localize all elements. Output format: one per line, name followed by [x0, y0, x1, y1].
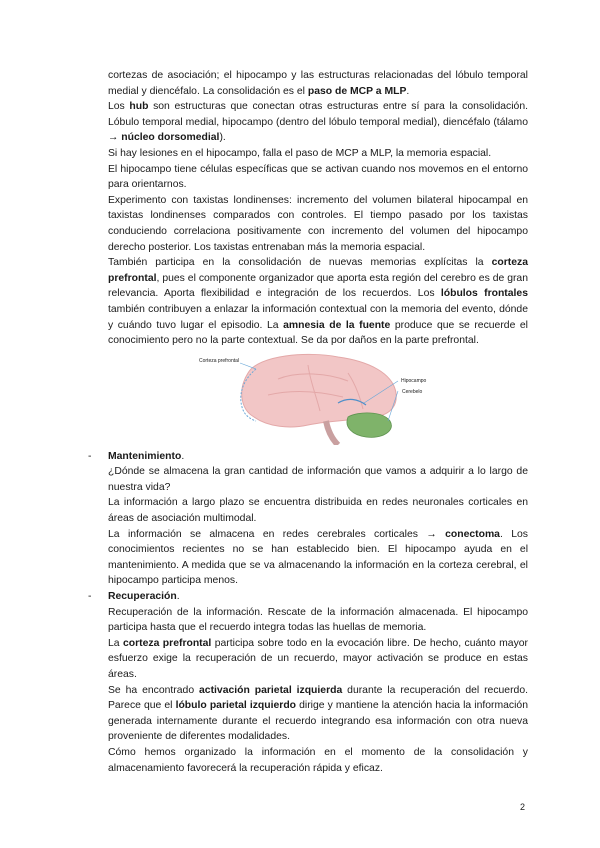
bold-term: lóbulo parietal izquierdo	[175, 700, 297, 712]
cerebellum-shape	[347, 413, 391, 437]
paragraph-mant-3: La información se almacena en redes cerebrales corticales → conectoma. Los conocimientos recientes no se han establecido bien. El hipocampo ayuda en el mantenimiento. A medida que se va almacenando la información en la corteza cerebral, el hipocampo participa menos.	[108, 528, 528, 587]
list-dash: -	[88, 591, 92, 603]
page-number: 2	[520, 802, 526, 812]
document-body	[88, 68, 529, 776]
bold-term: conectoma	[445, 528, 500, 540]
label-prefrontal: Corteza prefrontal	[199, 357, 240, 364]
brainstem-shape	[326, 421, 338, 445]
brain-illustration	[198, 351, 428, 445]
paragraph-mant-2: La información a largo plazo se encuentra distribuida en redes neuronales corticales en áreas de asociación multimodal.	[108, 497, 528, 525]
list-dash: -	[88, 450, 92, 462]
paragraph-rec-2: La corteza prefrontal participa sobre todo en la evocación libre. De hecho, cuánto mayor esfuerzo exige la recuperación de un recuerdo, mayor activación se produce en estas áreas.	[108, 637, 529, 680]
bold-term: hub	[129, 101, 149, 113]
paragraph-mant-1: ¿Dónde se almacena la gran cantidad de información que vamos a adquirir a lo largo de nuestra vida?	[108, 466, 528, 493]
section-recuperacion	[88, 589, 529, 776]
label-hipocampo: Hipocampo	[401, 377, 427, 384]
paragraph-hub: Los hub son estructuras que conectan otras estructuras entre sí para la consolidación. Lóbulo temporal medial, hipocampo (dentro del lóbulo temporal medial), diencéfalo (tálamo → núcleo dorsomedial).	[108, 101, 529, 144]
prefrontal-pointer	[240, 363, 256, 369]
bold-term: amnesia de la fuente	[283, 319, 391, 331]
paragraph-taxistas: Experimento con taxistas londinenses: incremento del volumen bilateral hipocampal en taxistas londinenses comparados con controles. El tiempo pasado por los taxistas conduciendo correlaciona positivamente con incremento del volumen del hipocampo derecho posterior. Los taxistas entrenaban más la memoria espacial.	[108, 194, 528, 253]
bold-term: activación parietal izquierda	[199, 684, 343, 696]
paragraph-rec-4: Cómo hemos organizado la información en el momento de la consolidación y almacenamiento favorecerá la recuperación rápida y eficaz.	[108, 746, 528, 774]
paragraph-consolidation: cortezas de asociación; el hipocampo y las estructuras relacionadas del lóbulo temporal medial y diencéfalo. La consolidación es el paso de MCP a MLP.	[108, 70, 528, 97]
bold-term: núcleo dorsomedial	[121, 132, 220, 144]
paragraph-rec-3: Se ha encontrado activación parietal izquierda durante la recuperación del recuerdo. Parece que el lóbulo parietal izquierdo dirige y mantiene la atención hacia la información generada internamente durante el recuerdo integrando esa información con otra nueva proveniente de diferentes modalidades.	[108, 684, 528, 743]
brain-figure	[108, 351, 528, 445]
paragraph-celulas: El hipocampo tiene células específicas que se activan cuando nos movemos en el entorno para orientarnos.	[108, 163, 528, 191]
bold-term: lóbulos frontales	[440, 288, 528, 300]
paragraph-rec-1: Recuperación de la información. Rescate de la información almacenada. El hipocampo participa hasta que el recuerdo integra todas las huellas de memoria.	[108, 606, 528, 634]
bold-term: paso de MCP a MLP	[307, 85, 407, 97]
section-mantenimiento	[88, 449, 528, 589]
label-cerebelo: Cerebelo	[402, 388, 423, 395]
paragraph-lesiones: Si hay lesiones en el hipocampo, falla el paso de MCP a MLP, la memoria espacial.	[108, 147, 492, 159]
paragraph-prefrontal: También participa en la consolidación de nuevas memorias explícitas la corteza prefrontal, pues el componente organizador que aporta esta región del cerebro es de gran relevancia. Aporta flexibilidad e integración de los recuerdos. Los lóbulos frontales también contribuyen a enlazar la información contextual con la memoria del evento, dónde y cuándo tuvo lugar el episodio. La amnesia de la fuente produce que se recuerde el conocimiento pero no la parte contextual. Se da por daños en la parte prefrontal.	[108, 257, 528, 347]
section-heading: Mantenimiento.	[108, 450, 185, 462]
section-heading: Recuperación.	[108, 591, 180, 603]
bold-term: corteza prefrontal	[123, 637, 212, 649]
bold-term: corteza prefrontal	[108, 257, 528, 284]
